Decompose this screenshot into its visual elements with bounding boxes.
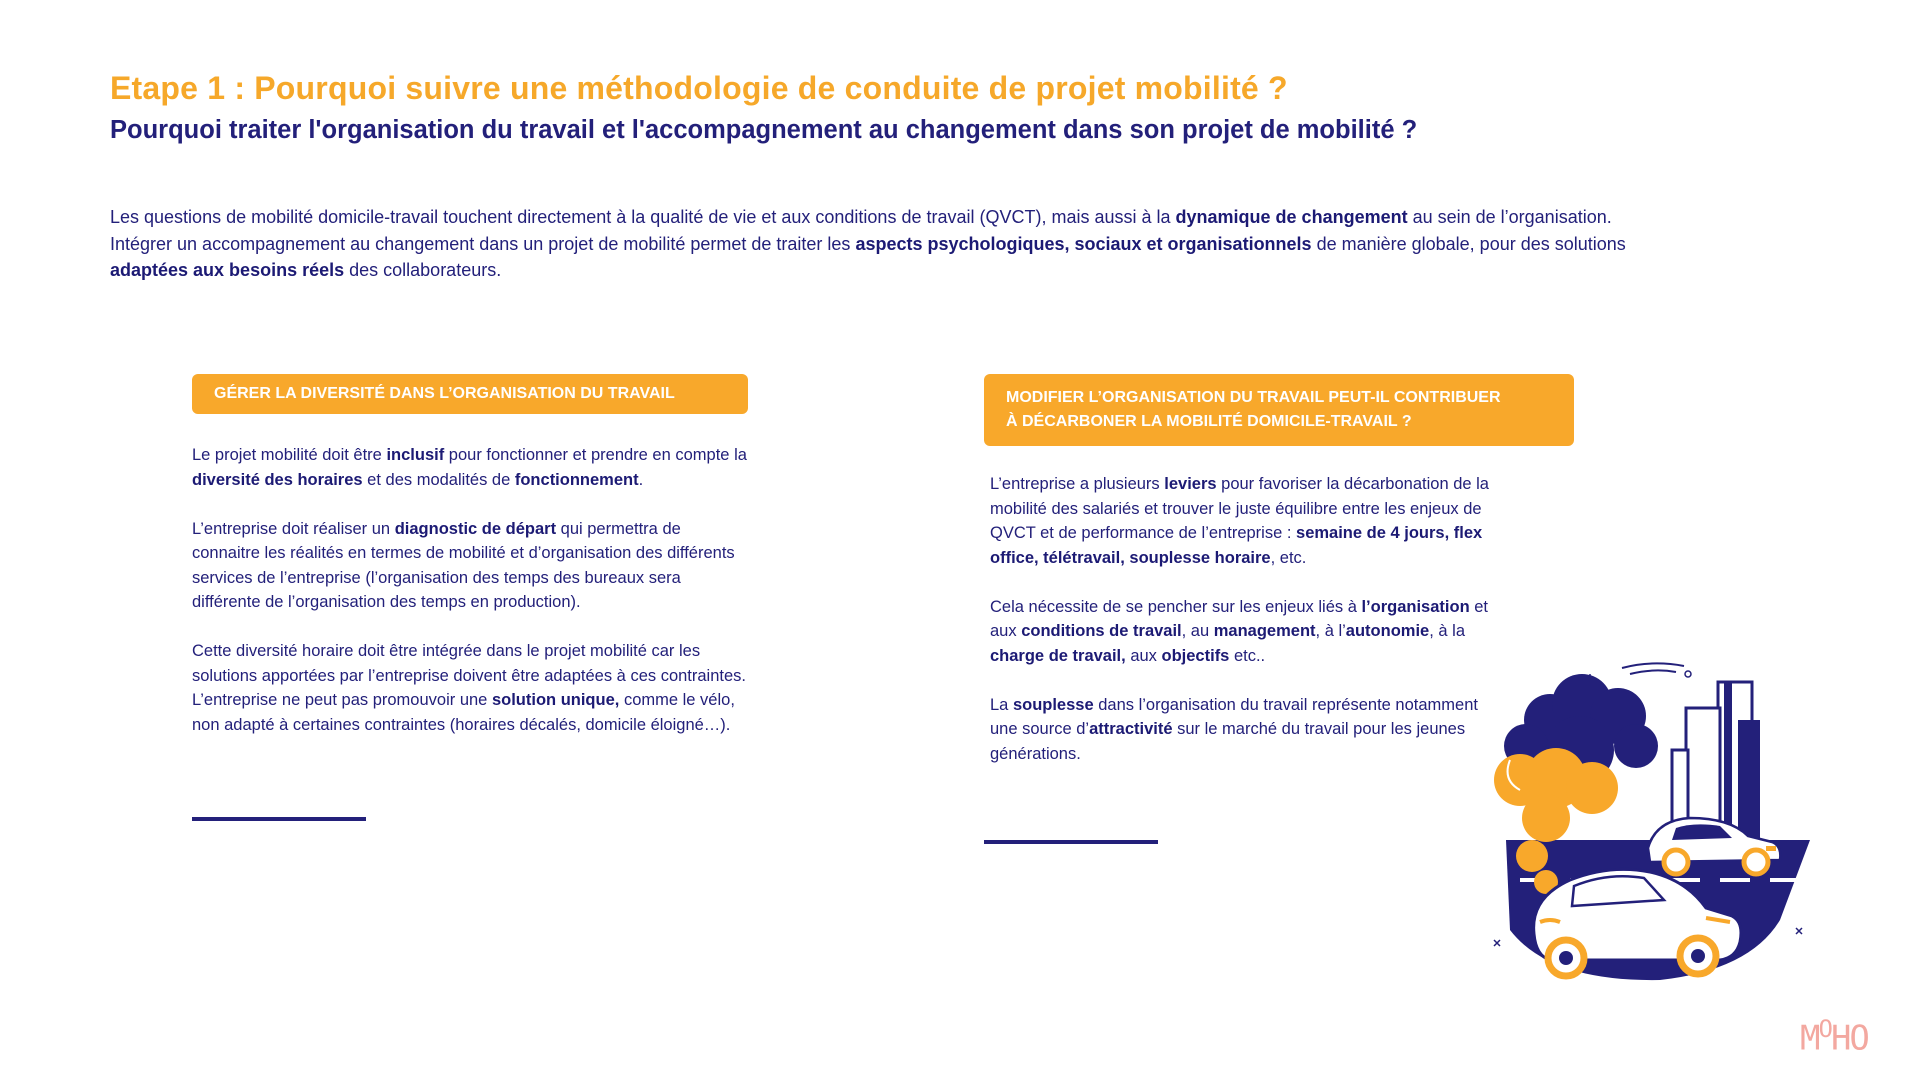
divider-right bbox=[984, 840, 1158, 844]
decarbonation-paragraph-1: L’entreprise a plusieurs leviers pour favoriser la décarbonation de la mobilité des salariés et trouver le juste équilibre entre les enjeux de QVCT et de performance de l’entreprise : semaine de 4 jours, flex office, télétravail, souplesse horaire, etc. bbox=[990, 475, 1489, 567]
divider-left bbox=[192, 817, 366, 821]
diversity-paragraph-2: L’entreprise doit réaliser un diagnostic de départ qui permettra de connaitre les réalités en termes de mobilité et d’organisation des différents services de l’entreprise (l’organisation des temps des bureaux sera différente de l’organisation des temps en production). bbox=[192, 519, 735, 611]
diversity-paragraph-1: Le projet mobilité doit être inclusif pour fonctionner et prendre en compte la diversité des horaires et des modalités de fonctionnement. bbox=[192, 446, 747, 489]
intro-paragraph: Les questions de mobilité domicile-travail touchent directement à la qualité de vie et aux conditions de travail (QVCT), mais aussi à la dynamique de changement au sein de l’organisation. Intégrer un accompagnement au changement dans un projet de mobilité permet de traiter les aspects psychologiques, sociaux et organisationnels de manière globale, pour des solutions adaptées aux besoins réels des collaborateurs. bbox=[110, 207, 1626, 280]
decarbonation-paragraph-3: La souplesse dans l’organisation du travail représente notamment une source d’attractivité sur le marché du travail pour les jeunes générations. bbox=[990, 695, 1478, 763]
page-title: Etape 1 : Pourquoi suivre une méthodologie de conduite de projet mobilité ? bbox=[110, 70, 1288, 106]
moho-logo: $M^OHO$ bbox=[1800, 1015, 1868, 1059]
decarbonation-paragraph-2: Cela nécessite de se pencher sur les enjeux liés à l’organisation et aux conditions de travail, au management, à l’autonomie, à la charge de travail, aux objectifs etc.. bbox=[990, 597, 1489, 665]
diversity-paragraph-3: Cette diversité horaire doit être intégrée dans le projet mobilité car les solutions apportées par l’entreprise doivent être adaptées à ces contraintes. L’entreprise ne peut pas promouvoir une solution unique, comme le vélo, non adapté à certaines contraintes (horaires décalés, domicile éloigné…). bbox=[192, 642, 746, 734]
decarbonation-text-column bbox=[990, 472, 1490, 791]
car-pollution-illustration bbox=[1480, 660, 1820, 990]
page-subtitle: Pourquoi traiter l'organisation du travail et l'accompagnement au changement dans son projet de mobilité ? bbox=[110, 116, 1418, 144]
section-heading-decarbonation: MODIFIER L’ORGANISATION DU TRAVAIL PEUT-IL CONTRIBUER À DÉCARBONER LA MOBILITÉ DOMICILE-TRAVAIL ? bbox=[984, 374, 1574, 446]
section-heading-diversity: GÉRER LA DIVERSITÉ DANS L’ORGANISATION DU TRAVAIL bbox=[192, 374, 748, 414]
diversity-text-column bbox=[192, 443, 752, 762]
